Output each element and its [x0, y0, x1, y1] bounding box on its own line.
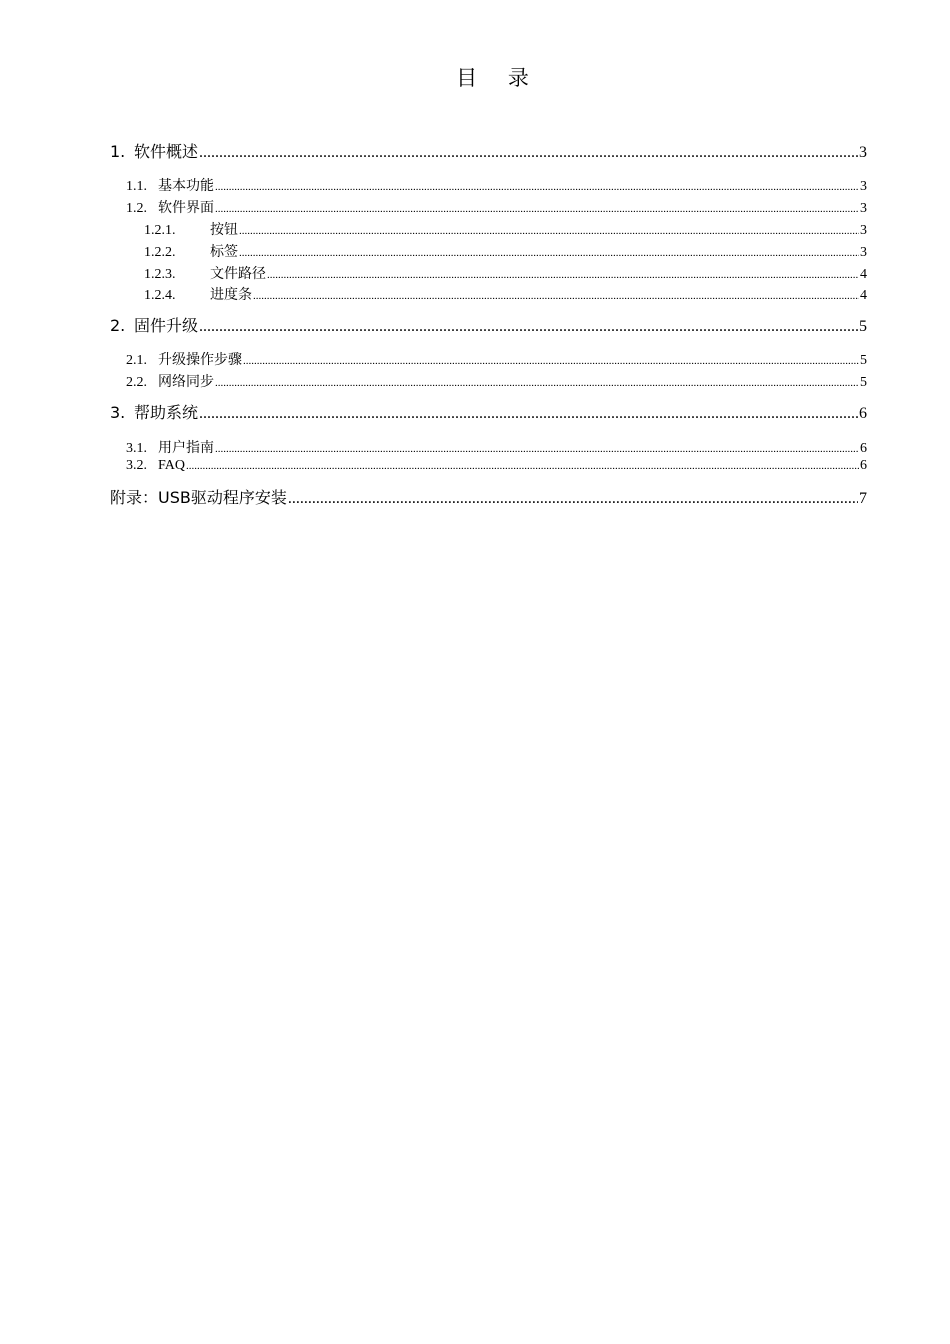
toc-entry-2-2[interactable] [126, 371, 867, 391]
toc-entry-number: 1. [110, 142, 126, 161]
toc-entry-3-1[interactable] [126, 437, 867, 457]
toc-entry-3-2[interactable] [126, 458, 867, 474]
toc-entry-1-1[interactable] [126, 175, 867, 195]
toc-entry-1-2-2[interactable] [144, 241, 867, 261]
toc-entry-number: 2. [110, 316, 126, 335]
toc-entry-page: 3 [860, 223, 867, 238]
toc-entry-number: 3. [110, 403, 126, 422]
toc-entry-number: 1.2.3. [144, 267, 176, 282]
toc-leader-dots [186, 460, 859, 472]
toc-entry-number: 2.2. [126, 375, 147, 390]
table-of-contents [110, 0, 867, 1344]
page-title: 目 录 [456, 66, 541, 90]
toc-entry-page: 3 [860, 201, 867, 216]
toc-entry-number: 3.2. [126, 458, 147, 473]
toc-entry-2-1[interactable] [126, 349, 867, 369]
toc-leader-dots [288, 490, 858, 508]
toc-entry-label: 固件升级 [134, 316, 199, 335]
toc-entry-page: 6 [859, 405, 867, 422]
toc-entry-number: 2.1. [126, 353, 147, 368]
toc-entry-number: 1.2.1. [144, 223, 176, 238]
toc-leader-dots [243, 355, 859, 367]
toc-leader-dots [215, 181, 859, 193]
toc-entry-label: 帮助系统 [134, 403, 199, 422]
toc-entry-1-2-1[interactable] [144, 219, 867, 239]
toc-leader-dots [215, 377, 859, 389]
toc-leader-dots [199, 144, 858, 162]
toc-entry-number: 1.2.4. [144, 288, 176, 303]
toc-entry-label: FAQ [158, 458, 185, 473]
toc-entry-page: 4 [860, 267, 867, 282]
toc-entry-number: 1.2.2. [144, 245, 176, 260]
toc-entry-1-2-3[interactable] [144, 263, 867, 283]
toc-entry-page: 5 [860, 375, 867, 390]
toc-leader-dots [253, 290, 859, 302]
toc-entry-page: 3 [860, 245, 867, 260]
toc-entry-page: 7 [859, 490, 867, 507]
toc-entry-number: 1.1. [126, 179, 147, 194]
toc-entry-label: 网络同步 [158, 375, 214, 390]
toc-entry-label: 升级操作步骤 [158, 353, 242, 368]
toc-entry-1-2[interactable] [126, 197, 867, 217]
toc-entry-page: 3 [860, 179, 867, 194]
toc-leader-dots [267, 269, 859, 281]
toc-entry-page: 6 [860, 441, 867, 456]
toc-entry-page: 5 [860, 353, 867, 368]
toc-entry-page: 6 [860, 458, 867, 473]
toc-entry-label: 软件界面 [158, 201, 214, 216]
toc-leader-dots [239, 247, 859, 259]
toc-entry-label: 文件路径 [210, 267, 266, 282]
toc-leader-dots [239, 225, 859, 237]
toc-entry-label: 进度条 [210, 288, 252, 303]
toc-entry-number: 3.1. [126, 441, 147, 456]
toc-leader-dots [199, 318, 858, 336]
toc-entry-label: 标签 [210, 245, 238, 260]
toc-leader-dots [199, 405, 858, 423]
toc-entry-page: 4 [860, 288, 867, 303]
toc-entry-2[interactable] [110, 313, 867, 336]
toc-entry-number: 1.2. [126, 201, 147, 216]
toc-leader-dots [215, 203, 859, 215]
toc-entry-page: 3 [859, 144, 867, 161]
toc-entry-label: 附录：USB驱动程序安装 [110, 488, 287, 507]
toc-entry-appendix[interactable] [110, 485, 867, 508]
toc-entry-page: 5 [859, 318, 867, 335]
toc-entry-label: 软件概述 [134, 142, 199, 161]
toc-entry-1-2-4[interactable] [144, 284, 867, 304]
toc-leader-dots [215, 443, 859, 455]
toc-entry-3[interactable] [110, 400, 867, 423]
toc-entry-label: 按钮 [210, 223, 238, 238]
toc-entry-label: 用户指南 [158, 441, 214, 456]
toc-entry-label: 基本功能 [158, 179, 214, 194]
toc-entry-1[interactable] [110, 139, 867, 162]
